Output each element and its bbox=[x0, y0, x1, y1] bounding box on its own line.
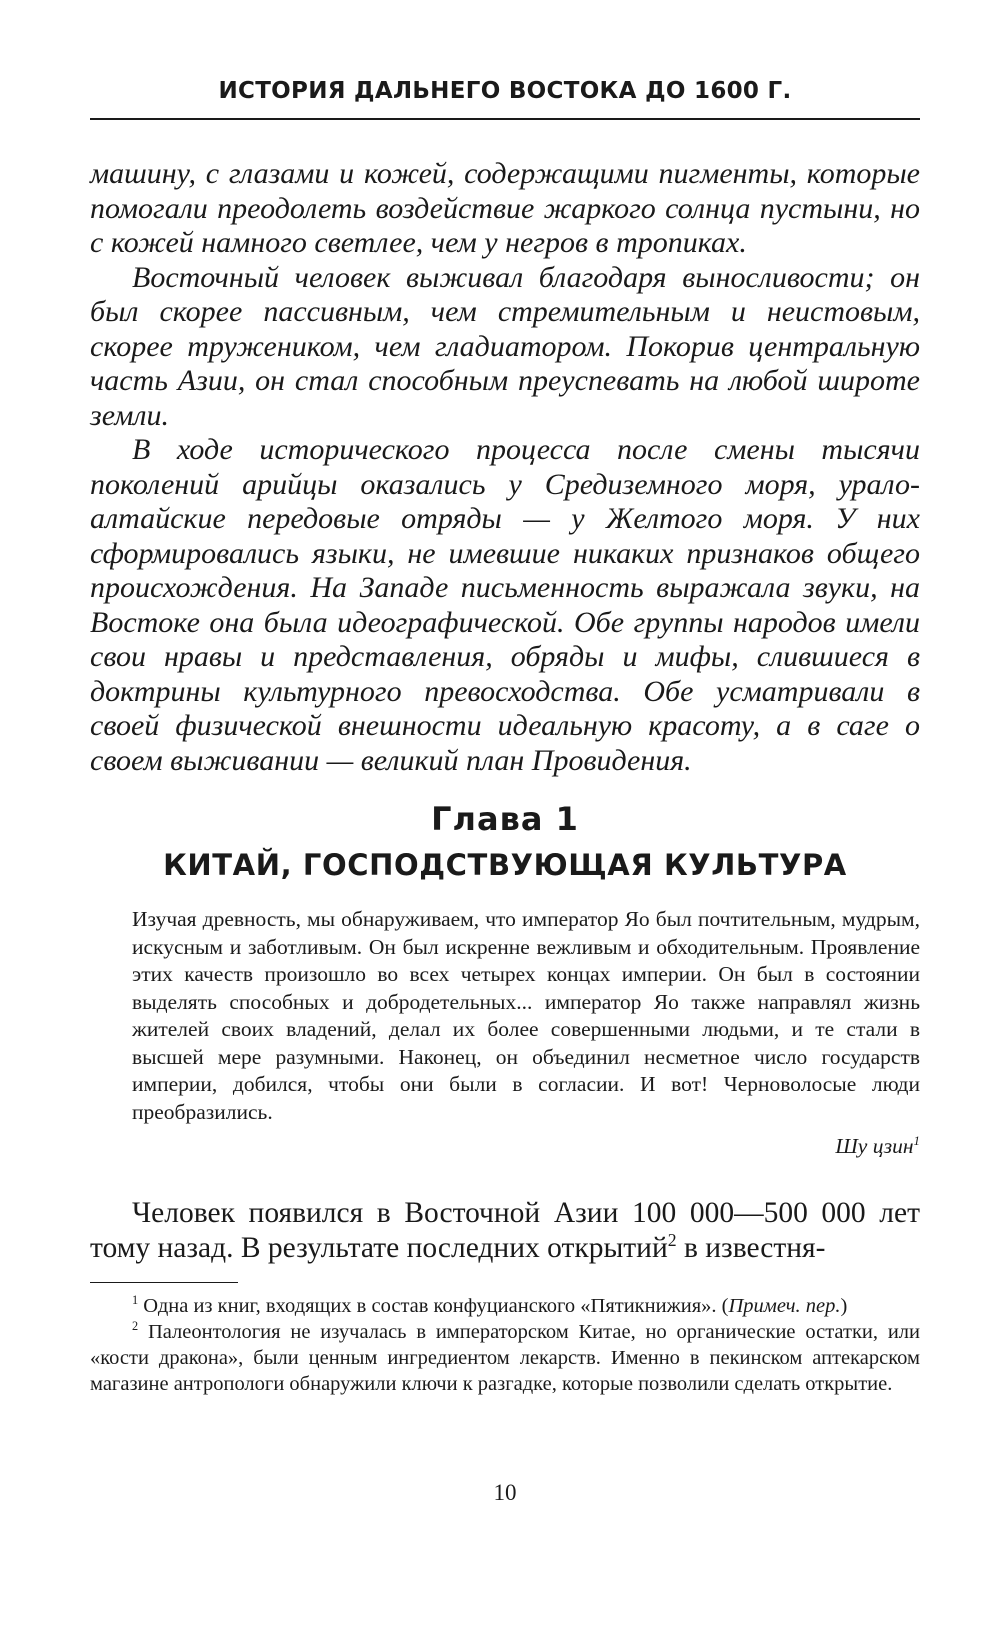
epigraph-text: Изучая древность, мы обнаруживаем, что император Яо был почтительным, мудрым, искусным и заботливым. Он был искренне вежливым и обходительным. Проявление этих качеств произошло во всех четырех концах империи. Он был в состоянии выделять способных и добродетельных... император Яо также направлял жизнь жителей своих владений, делал их более совершенными людьми, и те стали в высшей мере разумными. Наконец, он объединил несметное число государств империи, добился, чтобы они были в согласии. И вот! Черноволосые люди преобразились. bbox=[132, 907, 920, 1124]
epigraph bbox=[132, 906, 920, 1161]
body-paragraph-end: в известня- bbox=[676, 1232, 826, 1264]
footnote-ref: 1 bbox=[913, 1133, 920, 1148]
body-paragraph-start: Человек появился в Восточной Азии 100 000—500 000 лет тому назад. В результате последних открытий bbox=[90, 1197, 920, 1264]
epigraph-source bbox=[132, 1133, 920, 1161]
intro-paragraph: Восточный человек выживал благодаря выносливости; он был скорее пассивным, чем стремительным и неистовым, скорее тружеником, чем гладиатором. Покорив центральную часть Азии, он стал способным преуспевать на любой широте земли. bbox=[90, 260, 920, 432]
footnote-ref: 2 bbox=[667, 1230, 677, 1251]
footnote bbox=[90, 1293, 920, 1319]
intro-section bbox=[90, 157, 920, 778]
footnote-marker: 1 bbox=[132, 1293, 139, 1308]
intro-paragraph: В ходе исторического процесса после смены тысячи поколений арийцы оказались у Средиземного моря, урало-алтайские передовые отряды — у Желтого моря. У них сформировались языки, не имевшие никаких признаков общего происхождения. На Западе письменность выражала звуки, на Востоке она была идеографической. Обе группы народов имели свои нравы и представления, обряды и мифы, слившиеся в доктрины культурного превосходства. Обе усматривали в своей физической внешности идеальную красоту, а в саге о своем выживании — великий план Провидения. bbox=[90, 433, 920, 777]
footnote bbox=[90, 1319, 920, 1397]
footnote-text: Одна из книг, входящих в состав конфуцианского «Пятикнижия». ( bbox=[138, 1295, 729, 1317]
chapter-number: Глава 1 bbox=[431, 800, 579, 838]
body-paragraph bbox=[90, 1196, 920, 1266]
footnote-closing: ) bbox=[840, 1295, 848, 1317]
page-number: 10 bbox=[493, 1480, 517, 1505]
intro-paragraph: машину, с глазами и кожей, содержащими пигменты, которые помогали преодолеть воздействие жаркого солнца пустыни, но с кожей намного светлее, чем у негров в тропиках. bbox=[90, 157, 920, 259]
footnote-translator-note: Примеч. пер. bbox=[728, 1295, 841, 1317]
epigraph-source-title: Шу цзин bbox=[835, 1134, 914, 1158]
body-text bbox=[90, 1196, 920, 1266]
header-rule bbox=[90, 118, 920, 120]
footnotes bbox=[90, 1293, 920, 1397]
footnote-text: Палеонтология не изучалась в императорском Китае, но органические остатки, или «кости дракона», были ценным ингредиентом лекарств. Именно в пекинском аптекарском магазине антропологи обнаружили ключи к разгадке, которые позволили сделать открытие. bbox=[90, 1321, 920, 1395]
running-title: ИСТОРИЯ ДАЛЬНЕГО ВОСТОКА ДО 1600 Г. bbox=[218, 78, 792, 104]
chapter-title: КИТАЙ, ГОСПОДСТВУЮЩАЯ КУЛЬТУРА bbox=[163, 848, 847, 882]
footnote-marker: 2 bbox=[132, 1319, 139, 1334]
book-page bbox=[90, 0, 920, 1630]
footnote-separator bbox=[90, 1282, 238, 1283]
